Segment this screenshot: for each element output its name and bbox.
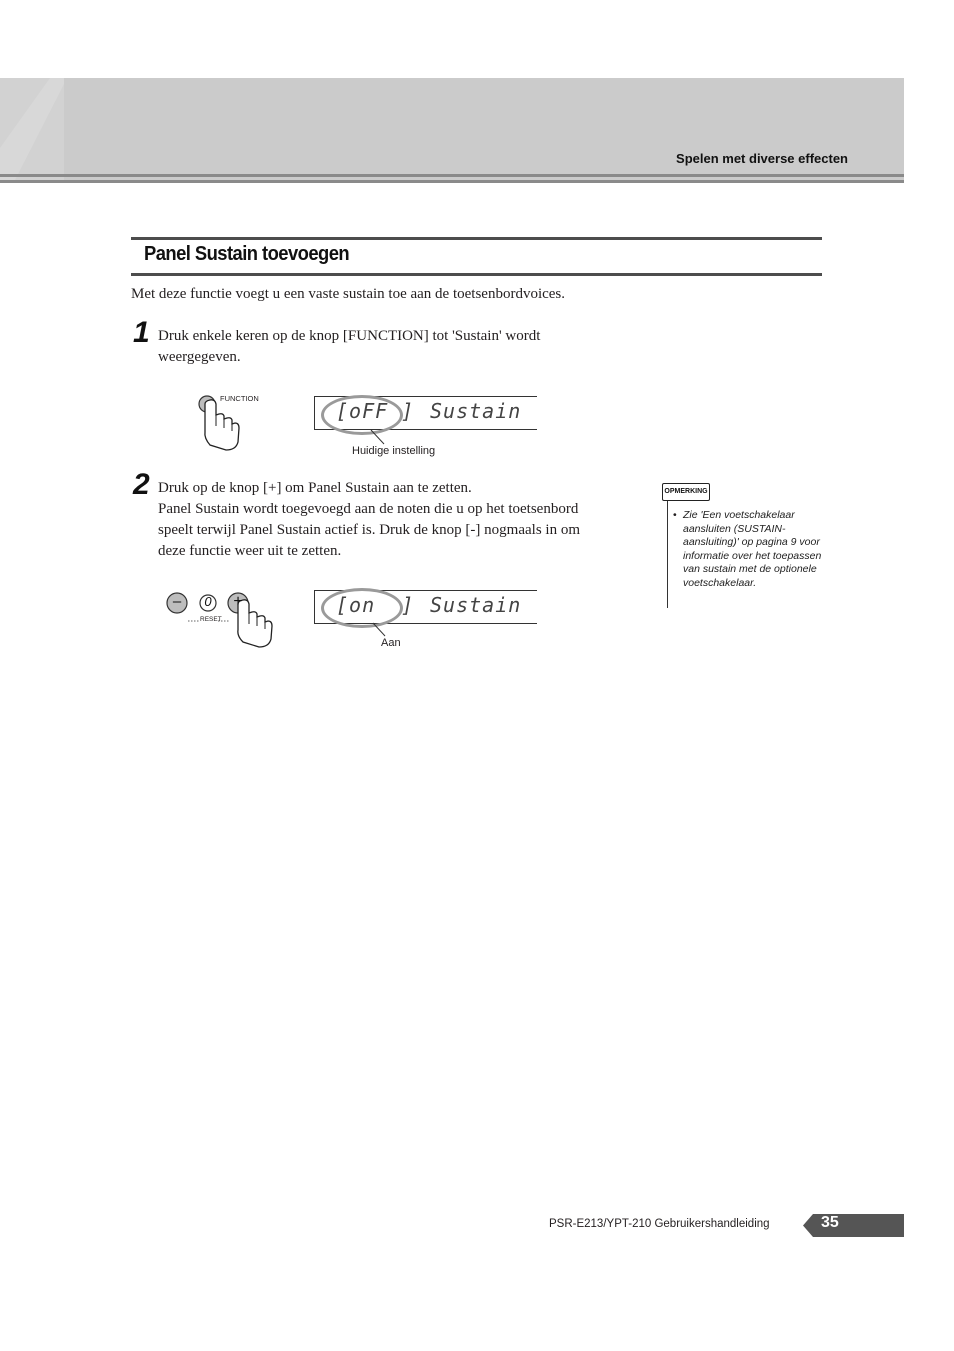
note-badge: OPMERKING xyxy=(662,483,710,501)
intro-paragraph: Met deze functie voegt u een vaste sustain toe aan de toetsenbordvoices. xyxy=(131,286,566,302)
page-number: 35 xyxy=(821,1214,839,1231)
zero-label: 0 xyxy=(204,594,212,609)
lcd-value: [on ] xyxy=(336,593,415,617)
lcd-caption: Huidige instelling xyxy=(352,445,436,457)
text-line: deze functie weer uit te zetten. xyxy=(158,543,342,559)
step-number: 2 xyxy=(133,468,150,501)
lcd-value: [oFF ] xyxy=(336,399,415,423)
header-rule xyxy=(0,174,904,177)
text-line: Druk enkele keren op de knop [FUNCTION] tot 'Sustain' wordt xyxy=(158,328,541,344)
lcd-function-name: Sustain xyxy=(430,593,522,617)
step-number: 1 xyxy=(133,316,150,349)
text-line: Druk op de knop [+] om Panel Sustain aan te zetten. xyxy=(158,480,472,496)
plus-label: + xyxy=(233,593,243,610)
note-rule xyxy=(667,500,668,608)
lcd-caption: Aan xyxy=(381,637,401,649)
page-number-tab xyxy=(803,1214,904,1237)
lcd-function-name: Sustain xyxy=(430,399,522,423)
section-rule xyxy=(131,273,822,276)
function-button-label: FUNCTION xyxy=(220,394,259,403)
note-bullet: • xyxy=(673,509,677,521)
section-title: Panel Sustain toevoegen xyxy=(144,243,350,265)
text-line: Panel Sustain wordt toegevoegd aan de noten die u op het toetsenbord xyxy=(158,501,579,517)
text-line: weergegeven. xyxy=(158,349,241,365)
manual-title: PSR-E213/YPT-210 Gebruikershandleiding xyxy=(549,1218,770,1230)
note-text: Zie 'Een voetschakelaar aansluiten (SUSTAIN-aansluiting)' op pagina 9 voor informatie over het toepassen van sustain met de optionele voetschakelaar. xyxy=(683,509,822,589)
header-tab-decoration xyxy=(0,78,70,182)
header-rule xyxy=(0,180,904,183)
header-band xyxy=(0,78,904,182)
step-instruction xyxy=(158,326,638,368)
step-instruction xyxy=(158,478,638,562)
caption-leader-line xyxy=(370,622,390,638)
chapter-title: Spelen met diverse effecten xyxy=(676,151,848,166)
text-line: speelt terwijl Panel Sustain actief is. Druk de knop [-] nogmaals in om xyxy=(158,522,580,538)
hand-pointer-icon xyxy=(205,400,239,450)
minus-label: – xyxy=(172,593,182,610)
reset-label: RESET xyxy=(200,616,222,623)
section-rule xyxy=(131,237,822,240)
caption-leader-line xyxy=(368,429,388,445)
